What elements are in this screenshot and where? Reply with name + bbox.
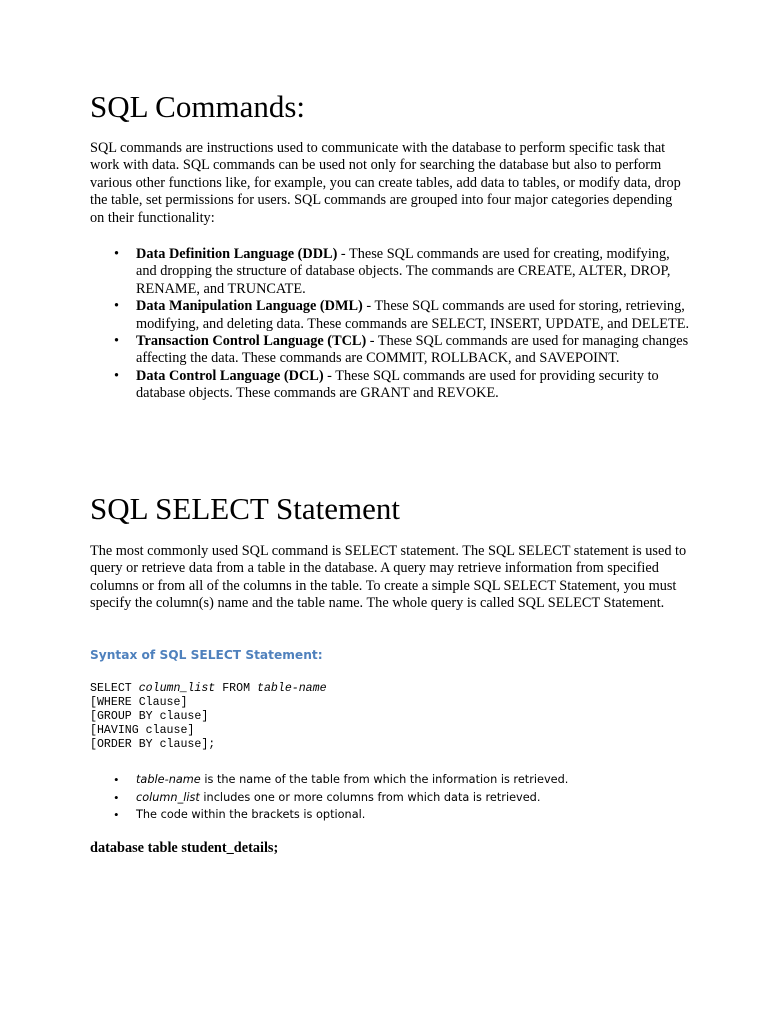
list-item-tcl xyxy=(90,333,690,368)
desc-dcl: - These SQL commands are used for providing security to database objects. These commands are GRANT and REVOKE. xyxy=(136,367,659,402)
paragraph-select-intro: The most commonly used SQL command is SELECT statement. The SQL SELECT statement is used to query or retrieve data from a table in the database. A query may retrieve information from specified columns or from all of the columns in the table. To create a simple SQL SELECT Statement, you must specify the column(s) name and the table name. The whole query is called SQL SELECT Statement. xyxy=(90,543,687,612)
code-line-order-by: [ORDER BY clause]; xyxy=(90,738,216,751)
syntax-notes-list xyxy=(90,771,710,824)
category-list xyxy=(90,246,690,403)
syntax-heading: Syntax of SQL SELECT Statement: xyxy=(90,648,323,662)
note-italic-term: table-name xyxy=(136,773,201,786)
note-text: The code within the brackets is optional. xyxy=(136,808,366,821)
desc-tcl: - These SQL commands are used for managing changes affecting the data. These commands are COMMIT, ROLLBACK, and SAVEPOINT. xyxy=(136,333,689,367)
term-dcl: Data Control Language (DCL) xyxy=(136,367,324,384)
note-item-column-list xyxy=(90,789,710,807)
database-table-line: database table student_details; xyxy=(90,840,279,856)
heading-sql-select-statement: SQL SELECT Statement xyxy=(90,491,400,526)
code-line-group-by: [GROUP BY clause] xyxy=(90,710,209,723)
term-dml: Data Manipulation Language (DML) xyxy=(136,298,363,315)
code-block xyxy=(90,682,327,752)
code-keyword-select: SELECT xyxy=(90,682,139,695)
note-italic-term: column_list xyxy=(136,790,200,804)
bullet-icon: • xyxy=(114,807,119,822)
bullet-icon: • xyxy=(114,298,120,315)
paragraph-sql-commands-intro: SQL commands are instructions used to communicate with the database to perform specific task that work with data. SQL commands can be used not only for searching the database but also to perform various other functions like, for example, you can create tables, add data to tables, or modify data, drop the table, set permissions for users. SQL commands are grouped into four major categories depending on their functionality: xyxy=(90,140,681,226)
list-item-ddl xyxy=(90,246,690,298)
code-line-where: [WHERE Clause] xyxy=(90,696,188,709)
note-item-brackets-optional xyxy=(90,806,710,824)
code-keyword-from: FROM xyxy=(215,682,257,695)
desc-dml: - These SQL commands are used for storing, retrieving, modifying, and deleting data. These commands are SELECT, INSERT, UPDATE, and DELETE. xyxy=(136,298,690,332)
term-tcl: Transaction Control Language (TCL) xyxy=(136,333,367,350)
note-item-table-name xyxy=(90,771,710,789)
bullet-icon: • xyxy=(114,333,120,350)
code-placeholder-table: table-name xyxy=(256,682,327,695)
bullet-icon: • xyxy=(114,246,120,262)
term-ddl: Data Definition Language (DDL) xyxy=(136,246,338,262)
list-item-dcl xyxy=(90,368,690,403)
bullet-icon: • xyxy=(114,367,120,384)
code-placeholder-columns: column_list xyxy=(138,682,216,695)
code-line-having: [HAVING clause] xyxy=(90,724,195,737)
note-text: includes one or more columns from which data is retrieved. xyxy=(199,790,541,804)
list-item-dml xyxy=(90,298,690,333)
note-text: is the name of the table from which the information is retrieved. xyxy=(200,773,569,786)
desc-ddl: - These SQL commands are used for creating, modifying, and dropping the structure of database objects. The commands are CREATE, ALTER, DROP, RENAME, and TRUNCATE. xyxy=(136,246,671,297)
bullet-icon: • xyxy=(114,772,119,787)
heading-sql-commands: SQL Commands: xyxy=(90,89,306,124)
bullet-icon: • xyxy=(114,789,119,805)
